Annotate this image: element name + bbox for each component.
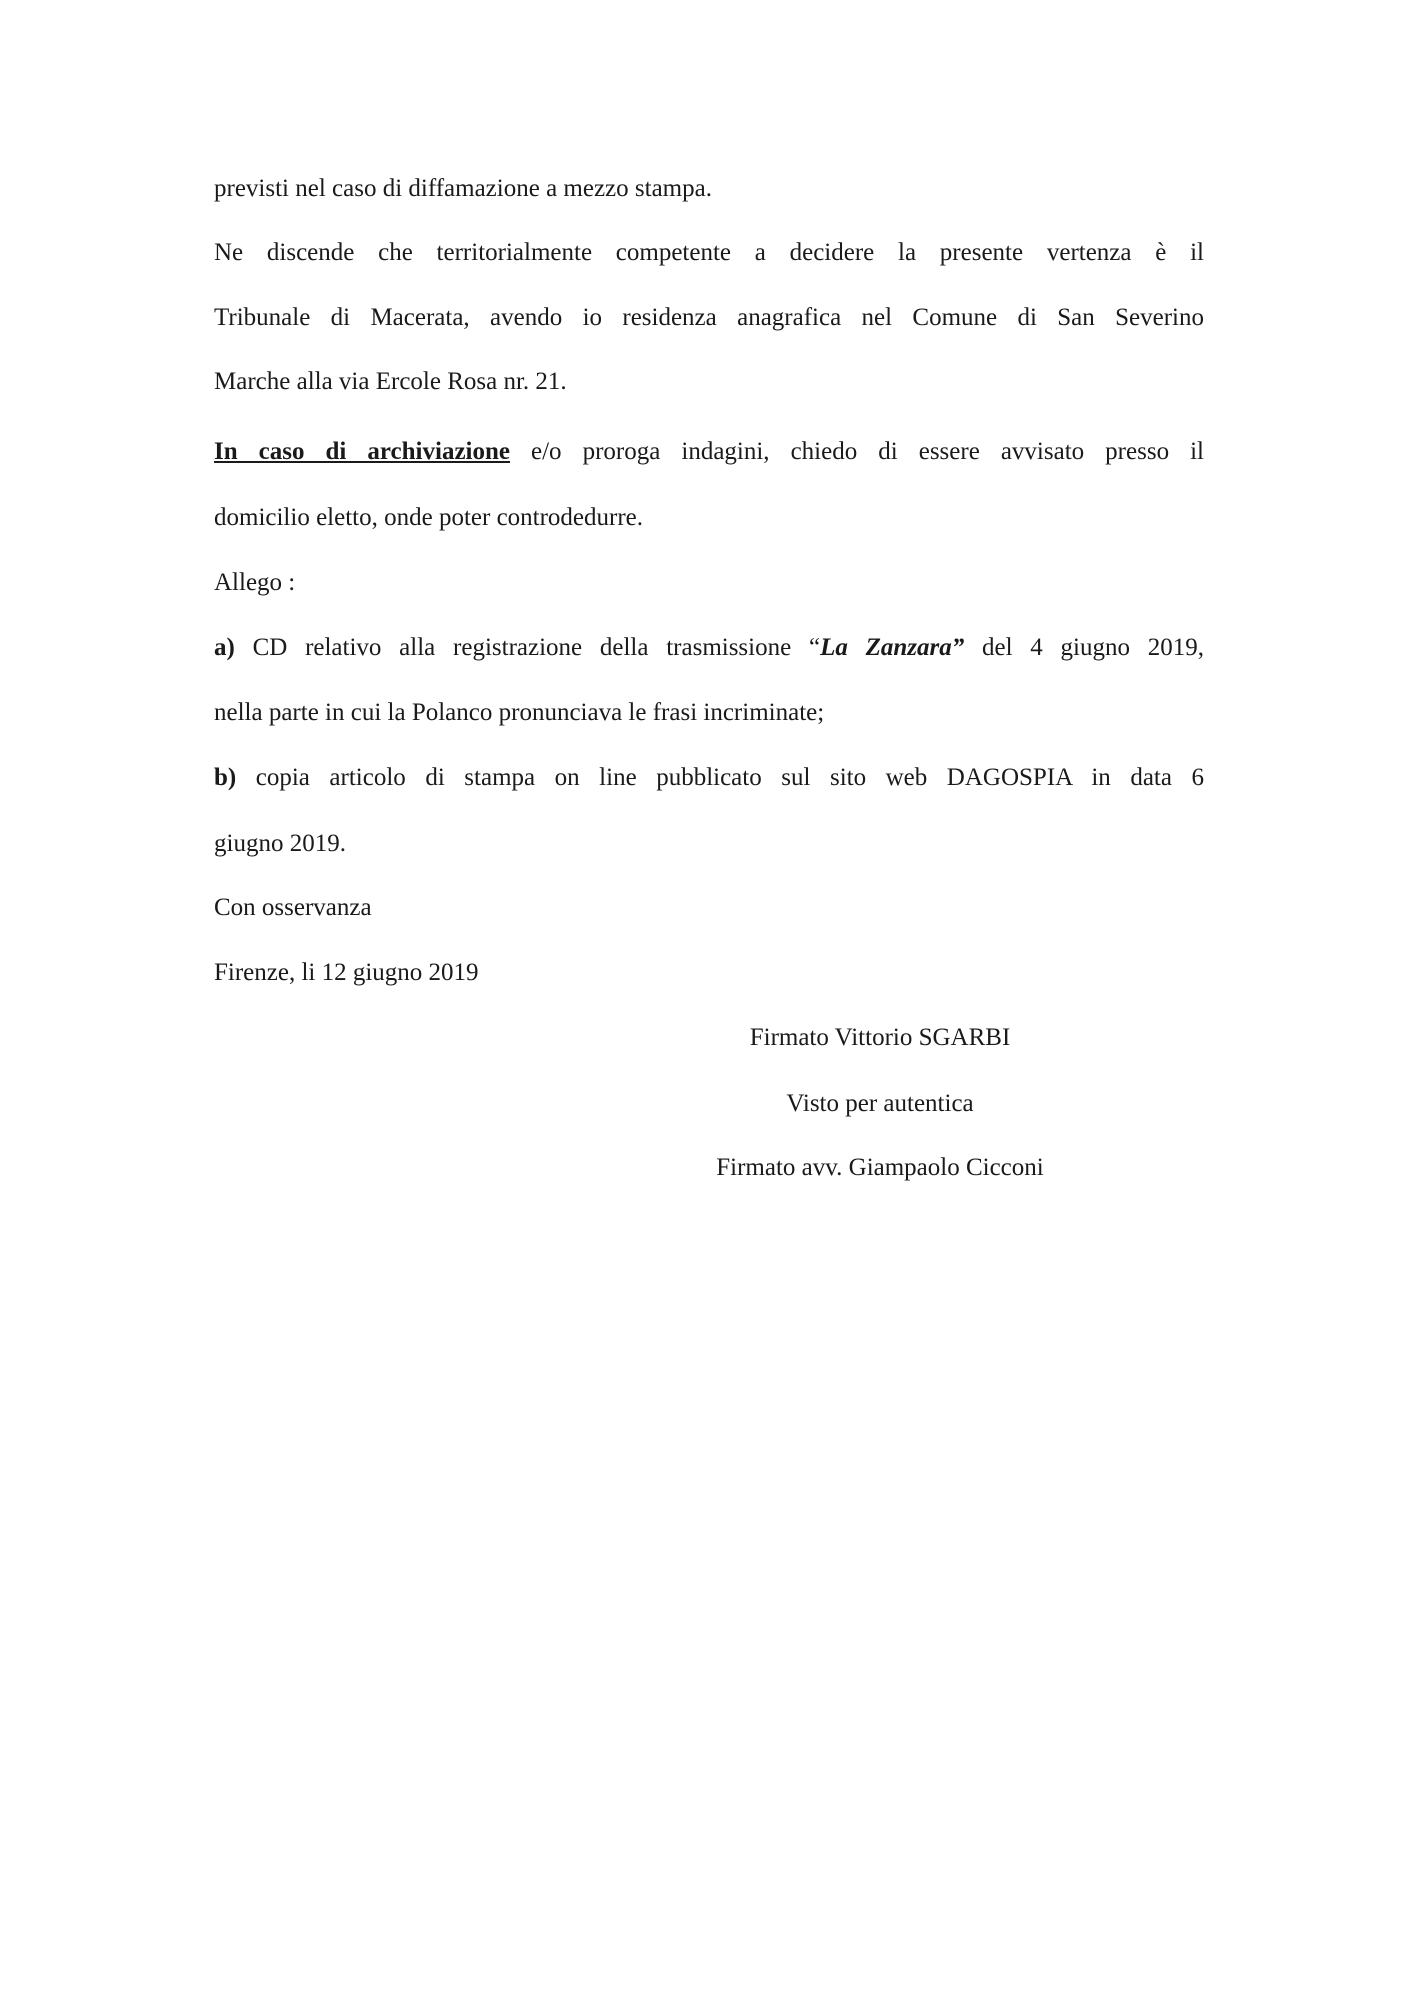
paragraph-text: Ne discende che territorialmente competente a decidere la presente vertenza è il <box>214 239 1204 266</box>
place-date: Firenze, li 12 giugno 2019 <box>214 959 479 986</box>
program-title: La Zanzara” <box>820 634 965 661</box>
text-line <box>214 763 1204 793</box>
archiviazione-heading: In caso di archiviazione <box>214 438 510 465</box>
signature-name: Firmato Vittorio SGARBI <box>749 1024 1011 1051</box>
paragraph-text: copia articolo di stampa on line pubblicato sul sito web DAGOSPIA in data 6 <box>236 764 1204 791</box>
paragraph-text: nella parte in cui la Polanco pronunciava le frasi incriminate; <box>214 699 825 726</box>
paragraph-text: e/o proroga indagini, chiedo di essere avvisato presso il <box>509 438 1204 465</box>
allego-label: Allego : <box>214 569 296 596</box>
text-line <box>214 303 1204 333</box>
paragraph-text: Tribunale di Macerata, avendo io residenza anagrafica nel Comune di San Severino <box>214 304 1204 331</box>
paragraph-text: CD relativo alla registrazione della trasmissione “ <box>234 634 821 661</box>
text-line <box>214 503 643 533</box>
list-marker-a: a) <box>214 634 235 661</box>
list-marker-b: b) <box>214 764 237 791</box>
paragraph-text: giugno 2019. <box>214 830 346 857</box>
paragraph-text: previsti nel caso di diffamazione a mezzo stampa. <box>214 175 712 202</box>
text-line <box>214 698 824 728</box>
text-line <box>214 893 372 923</box>
text-line <box>214 367 567 397</box>
text-line <box>214 633 1204 663</box>
paragraph-text: del 4 giugno 2019, <box>964 634 1204 661</box>
text-line <box>214 568 295 598</box>
lawyer-signature: Firmato avv. Giampaolo Cicconi <box>716 1154 1044 1181</box>
text-line <box>214 437 1204 467</box>
text-line <box>214 958 479 988</box>
paragraph-text: domicilio eletto, onde poter controdedurre. <box>214 504 644 531</box>
text-line <box>214 238 1204 268</box>
text-line <box>214 174 712 204</box>
paragraph-text: Marche alla via Ercole Rosa nr. 21. <box>214 368 567 395</box>
authentication-note: Visto per autentica <box>786 1090 974 1117</box>
text-line <box>214 829 346 859</box>
closing-text: Con osservanza <box>214 894 372 921</box>
